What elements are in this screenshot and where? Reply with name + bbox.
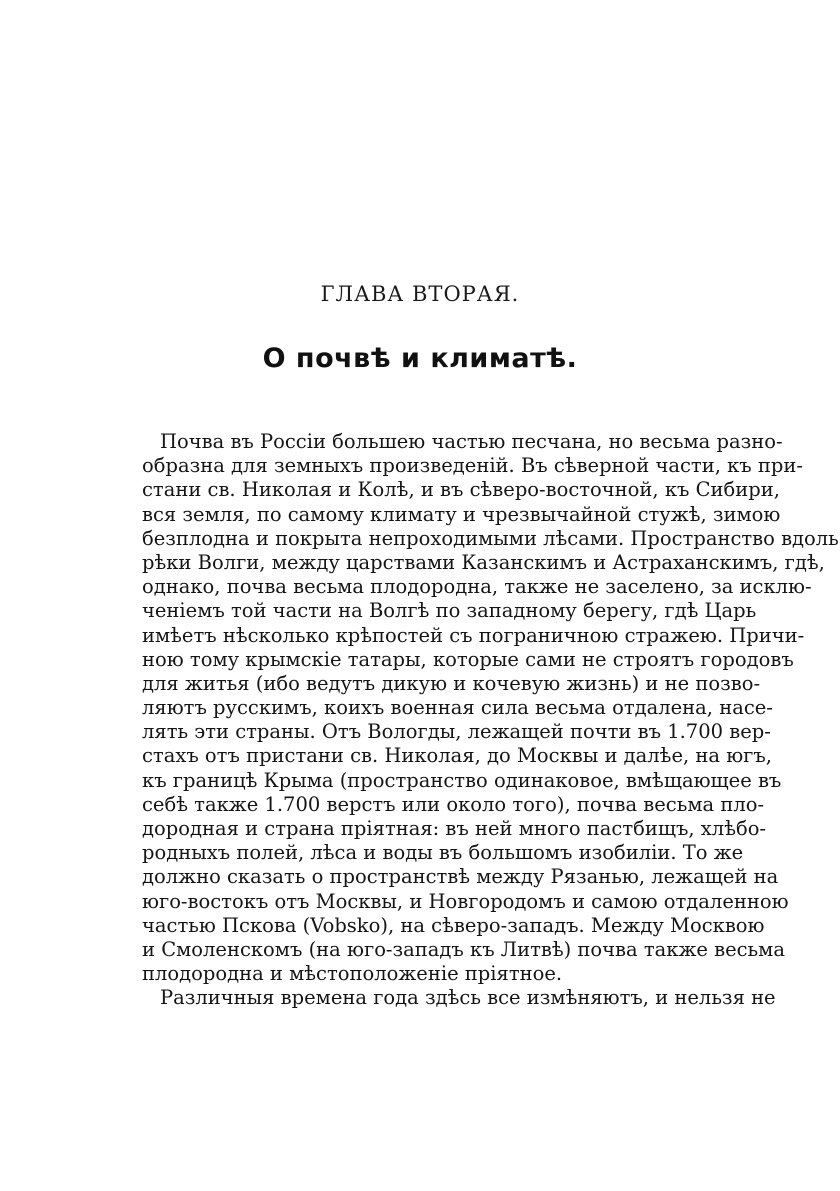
text-line: юго-востокъ отъ Москвы, и Новгородомъ и самою отдаленною (142, 889, 789, 913)
text-line: къ границѣ Крыма (пространство одинаковое, вмѣщающее въ (142, 768, 782, 792)
text-line: плодородна и мѣстоположеніе пріятное. (142, 962, 563, 986)
text-line: стахъ отъ пристани св. Николая, до Москвы и далѣе, на югъ, (142, 744, 772, 768)
body-text (142, 430, 839, 1011)
chapter-label: ГЛАВА ВТОРАЯ. (320, 282, 520, 306)
text-line: Почва въ Россіи большею частью песчана, но весьма разно- (160, 430, 783, 453)
text-line: имѣетъ нѣсколько крѣпостей съ пограничною стражею. Причи- (142, 623, 805, 647)
text-line: рѣки Волги, между царствами Казанскимъ и Астраханскимъ, гдѣ, (142, 550, 825, 574)
text-line: стани св. Николая и Колѣ, и въ сѣверо-восточной, къ Сибири, (142, 478, 780, 502)
chapter-title: О почвѣ и климатѣ. (262, 343, 578, 374)
text-line: дородная и страна пріятная: въ ней много пастбищъ, хлѣбо- (142, 817, 767, 840)
text-line: ляютъ русскимъ, коихъ военная сила весьма отдалена, насе- (142, 696, 773, 720)
text-line: родныхъ полей, лѣса и воды въ большомъ изобиліи. То же (142, 841, 744, 865)
text-line: однако, почва весьма плодородна, также не заселено, за исклю- (142, 575, 812, 599)
paragraph-1 (142, 430, 839, 986)
text-line: ною тому крымскіе татары, которые сами не строятъ городовъ (142, 647, 794, 671)
paragraph-2 (142, 986, 776, 1010)
text-line: Различныя времена года здѣсь все измѣняютъ, и нельзя не (160, 986, 776, 1010)
text-line: для житья (ибо ведутъ дикую и кочевую жизнь) и не позво- (142, 671, 761, 695)
text-line: должно сказать о пространствѣ между Рязанью, лежащей на (142, 865, 779, 889)
text-line: вся земля, по самому климату и чрезвычайной стужѣ, зимою (142, 502, 781, 526)
text-line: себѣ также 1.700 верстъ или около того), почва весьма пло- (142, 792, 765, 816)
text-line: частью Пскова (Vobsko), на сѣверо-западъ. Между Москвою (142, 913, 765, 937)
text-line: безплодна и покрыта непроходимыми лѣсами. Пространство вдоль (142, 526, 839, 550)
text-line: ченіемъ той части на Волгѣ по западному берегу, гдѣ Царь (142, 599, 757, 623)
text-line: образна для земныхъ произведеній. Въ сѣверной части, къ при- (142, 454, 803, 478)
text-line: и Смоленскомъ (на юго-западъ къ Литвѣ) почва также весьма (142, 937, 785, 961)
text-line: лять эти страны. Отъ Вологды, лежащей почти въ 1.700 вер- (142, 720, 771, 744)
